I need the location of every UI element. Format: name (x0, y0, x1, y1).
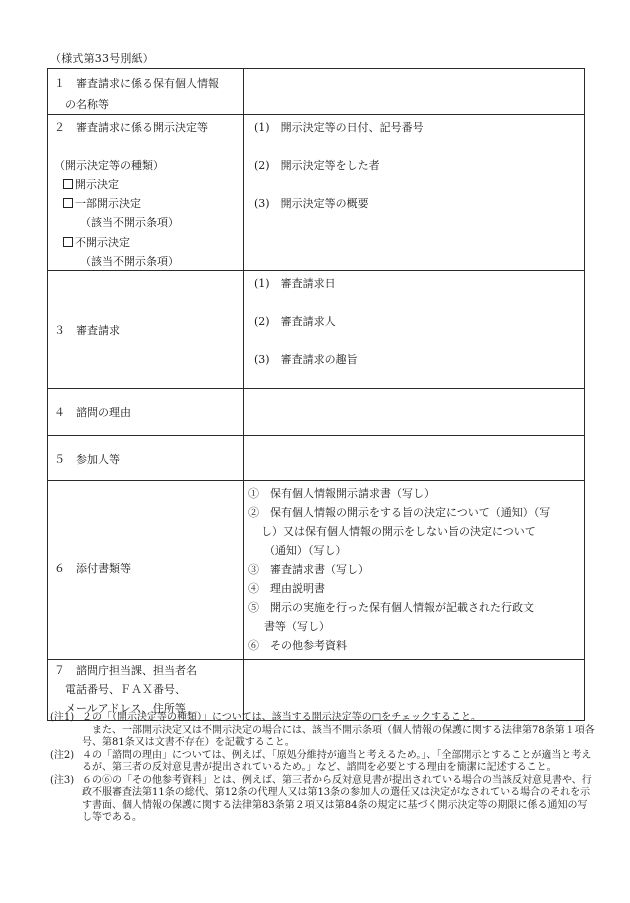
row6-label: ６ 添付書類等 (54, 562, 131, 575)
row1-label-line2: の名称等 (65, 98, 109, 111)
row5-label-cell (48, 436, 244, 481)
row1-label-cell (48, 69, 244, 115)
row5-label: ５ 参加人等 (54, 453, 120, 466)
note-1-line2: また、一部開示決定又は不開示決定の場合には、該当不開示条項（個人情報の保護に関する法律第78条第１項各号、第81条又は文書不存在）を記載すること。 (82, 724, 595, 748)
checkbox-disclosure[interactable] (63, 179, 73, 189)
note-1-tag: (注1) (50, 712, 75, 723)
attachment-item-6: ⑥ その他参考資料 (248, 639, 347, 652)
attachment-item-1: ① 保有個人情報開示請求書（写し） (248, 487, 435, 500)
attachment-item-5-cont: 書等（写し） (264, 620, 330, 633)
attachment-item-2-cont2: （通知）（写し） (264, 544, 347, 557)
row4-label-cell (48, 389, 244, 436)
row4-value-cell[interactable] (244, 389, 585, 436)
row3-label-cell (48, 271, 244, 389)
row6-value-cell[interactable] (244, 481, 585, 660)
row7-label-line1: ７ 諮問庁担当課、担当者名 (54, 664, 197, 677)
note-3 (50, 775, 595, 825)
decision-maker-item: (2) 開示決定等をした者 (254, 159, 380, 172)
row2-label-cell (48, 115, 244, 271)
note-3-tag: (注3) (50, 774, 75, 786)
requester-item: (2) 審査請求人 (254, 315, 336, 328)
row1-label-line1: １ 審査請求に係る保有個人情報 (54, 77, 219, 90)
decision-date-item: (1) 開示決定等の日付、記号番号 (254, 121, 424, 134)
note-1 (50, 712, 595, 750)
row4-label: ４ 諮問の理由 (54, 406, 131, 419)
request-date-item: (1) 審査請求日 (254, 277, 336, 290)
row7-label-line2: 電話番号、ＦＡＸ番号、 (65, 683, 186, 696)
row7-label-line3: メールアドレス、住所等 (65, 702, 186, 715)
note-3-text: ６の⑥の「その他参考資料」とは、例えば、第三者から反対意見書が提出されている場合の当該反対意見書や、行政不服審査法第11条の総代、第12条の代理人又は第13条の参加人の選任又は決定がなされている場合のそれを示す書面、個人情報の保護に関する法律第83条第２項又は第84条の規定に基づく開示決定等の期限に係る通知の写し等である。 (82, 774, 592, 823)
nondisclosure-clause: （該当不開示条項） (80, 255, 179, 268)
partial-nondisclosure-clause: （該当不開示条項） (80, 216, 179, 229)
checkbox-partial-disclosure[interactable] (63, 198, 73, 208)
note-1-line1: ２の「（開示決定等の種類）」については、該当する開示決定等の□をチェックすること。 (82, 712, 481, 723)
attachment-item-3: ③ 審査請求書（写し） (248, 563, 369, 576)
option-disclosure[interactable]: 開示決定 (63, 176, 119, 192)
row3-value-cell[interactable] (244, 271, 585, 389)
row2-title: ２ 審査請求に係る開示決定等 (54, 121, 208, 134)
attachment-item-5: ⑤ 開示の実施を行った保有個人情報が記載された行政文 (248, 601, 534, 614)
decision-summary-item: (3) 開示決定等の概要 (254, 197, 369, 210)
checkbox-nondisclosure[interactable] (63, 237, 73, 247)
option-partial-disclosure[interactable]: 一部開示決定 (63, 195, 141, 211)
disclosure-kind-heading: （開示決定等の種類） (54, 159, 164, 172)
row6-label-cell (48, 481, 244, 660)
row2-value-cell[interactable] (244, 115, 585, 271)
attachment-item-2: ② 保有個人情報の開示をする旨の決定について（通知）（写 (248, 506, 551, 519)
option-nondisclosure[interactable]: 不開示決定 (63, 234, 130, 250)
form-table (47, 68, 585, 721)
note-2-text: ４の「諮問の理由」については、例えば、「原処分維持が適当と考えるため。」、「全部開示とすることが適当と考えるが、第三者の反対意見書が提出されているため。」など、諮問を必要とする理由を簡潔に記述すること。 (82, 749, 592, 773)
attachment-item-4: ④ 理由説明書 (248, 582, 325, 595)
row1-value-cell[interactable] (244, 69, 585, 115)
attachment-item-2-cont1: し）又は保有個人情報の開示をしない旨の決定について (261, 525, 536, 538)
row5-value-cell[interactable] (244, 436, 585, 481)
request-purpose-item: (3) 審査請求の趣旨 (254, 353, 358, 366)
notes-section (50, 712, 595, 825)
row3-label: ３ 審査請求 (54, 324, 120, 337)
form-caption: （様式第33号別紙） (50, 52, 154, 65)
note-2 (50, 750, 595, 775)
note-2-tag: (注2) (50, 749, 75, 761)
